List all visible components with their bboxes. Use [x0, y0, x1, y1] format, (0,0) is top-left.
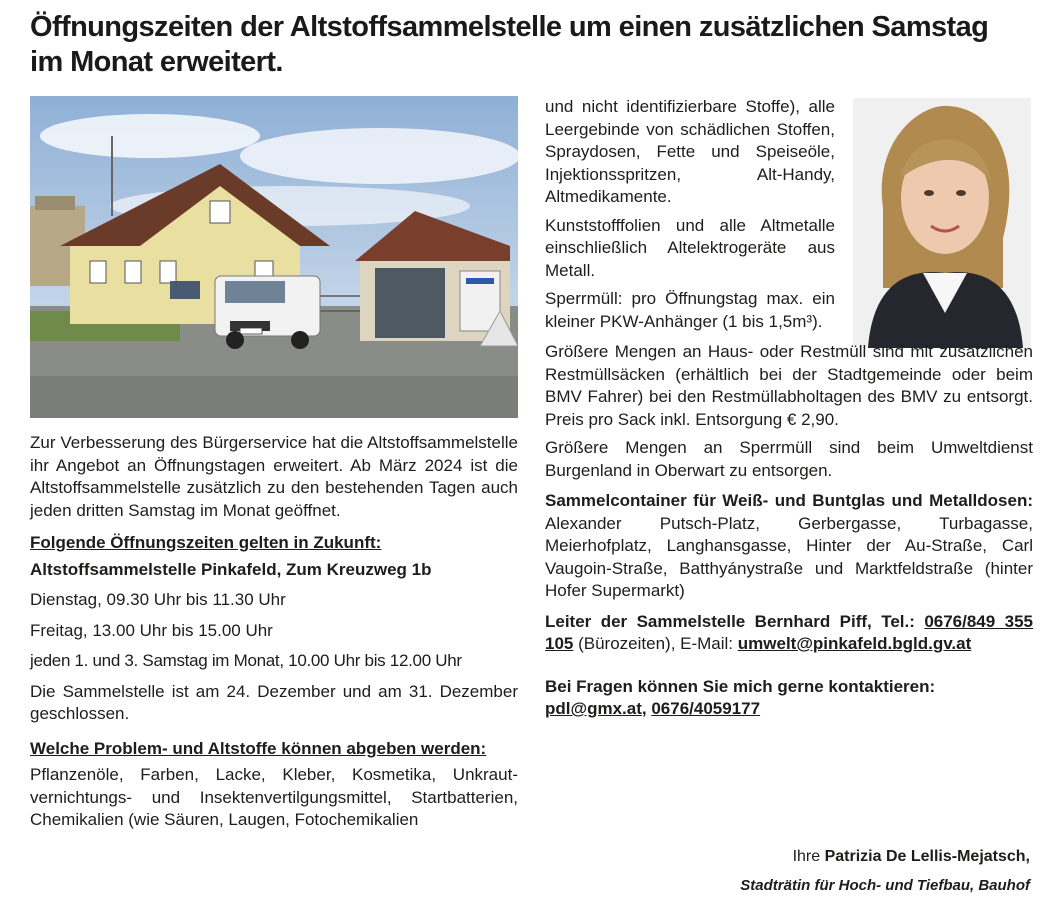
- bulky-waste-paragraph: Größere Mengen an Sperrmüll sind beim Umweltdienst Burgenland in Oberwart zu entsorgen.: [545, 438, 1033, 480]
- hours-saturday: jeden 1. und 3. Samstag im Monat, 10.00 Uhr bis 12.00 Uhr: [30, 651, 462, 670]
- contact-email-link[interactable]: pdl@gmx.at: [545, 699, 642, 718]
- signature-name: Patrizia De Lellis-Mejatsch,: [824, 848, 1030, 865]
- opening-hours-heading: Folgende Öffnungszeiten gelten in Zukunft:: [30, 533, 382, 552]
- container-locations: Alexander Putsch-Platz, Gerbergasse, Turbagasse, Meierhofplatz, Langhansgasse, Hinter der Au-Straße, Carl Vaugoin-Straße, Batthyánystraße und Marktfeldstraße (hinter Hofer Supermarkt): [545, 513, 1033, 600]
- contact-separator: ,: [641, 699, 652, 718]
- leader-prefix: Leiter der Sammelstelle Bernhard Piff, Tel.:: [545, 611, 925, 631]
- materials-continued-1: und nicht identifizierbare Stoffe), alle Leergebinde von schädlichen Stoffen, Spraydosen, Fette und Speiseöle, Injektionsspritzen, Alt-Handy, Altmedikamente.: [545, 97, 835, 206]
- leader-phone-link[interactable]: 0676/849 355 105: [545, 611, 1034, 653]
- container-heading: Sammelcontainer für Weiß- und Buntglas und Metalldosen:: [545, 491, 1033, 510]
- signature-title: Stadträtin für Hoch- und Tiefbau, Bauhof: [740, 877, 1030, 894]
- container-paragraph: [545, 490, 1033, 603]
- leader-email-link[interactable]: umwelt@pinkafeld.bgld.gv.at: [737, 634, 972, 653]
- hours-tuesday: Dienstag, 09.30 Uhr bis 11.30 Uhr: [30, 590, 286, 609]
- materials-paragraph: Pflanzenöle, Farben, Lacke, Kleber, Kosmetika, Unkrautvernichtungs- und Insektenvertilgungsmittel, Startbatterien, Chemikalien (wie Säuren, Laugen, Fotochemikalien: [30, 765, 518, 829]
- location-line: Altstoffsammelstelle Pinkafeld, Zum Kreuzweg 1b: [30, 559, 432, 579]
- signature-line: [793, 848, 1030, 866]
- contact-line: [545, 698, 1033, 721]
- bulky-waste-limit: Sperrmüll: pro Öffnungstag max. ein kleiner PKW-Anhänger (1 bis 1,5m³).: [545, 289, 835, 331]
- article-headline: Öffnungszeiten der Altstoffsammelstelle um einen zusätzlichen Samstag im Monat erweitert.: [30, 11, 989, 78]
- contact-phone-link[interactable]: 0676/4059177: [651, 699, 761, 718]
- residual-waste-paragraph: Größere Mengen an Haus- oder Restmüll sind mit zusätzlichen Restmüllsäcken (erhältlich bei der Stadtgemeinde oder beim BMV Fahrer) bei den Restmüllabholtagen des BMV zu entsorgt. Preis pro Sack inkl. Entsorgung € 2,90.: [545, 342, 1033, 429]
- hours-friday: Freitag, 13.00 Uhr bis 15.00 Uhr: [30, 620, 273, 640]
- leader-contact: [545, 611, 1033, 656]
- intro-paragraph: Zur Verbesserung des Bürgerservice hat die Altstoffsammelstelle ihr Angebot an Öffnungstagen erweitert. Ab März 2024 ist die Altstoffsammelstelle zusätzlich zu den bestehenden Tagen auch jeden dritten Samstag im Monat geöffnet.: [30, 433, 518, 520]
- right-column: [545, 96, 1033, 721]
- left-column: [30, 96, 518, 838]
- recycling-center-photo: [30, 96, 518, 418]
- materials-heading: Welche Problem- und Altstoffe können abgeben werden:: [30, 738, 487, 758]
- questions-line: Bei Fragen können Sie mich gerne kontaktieren:: [545, 676, 936, 696]
- signature-prefix: Ihre: [792, 848, 825, 865]
- materials-continued-2: Kunststofffolien und alle Altmetalle einschließlich Altelektrogeräte aus Metall.: [545, 215, 835, 280]
- closed-note: Die Sammelstelle ist am 24. Dezember und am 31. Dezember geschlossen.: [30, 681, 518, 723]
- leader-mid: (Bürozeiten), E-Mail:: [573, 634, 738, 653]
